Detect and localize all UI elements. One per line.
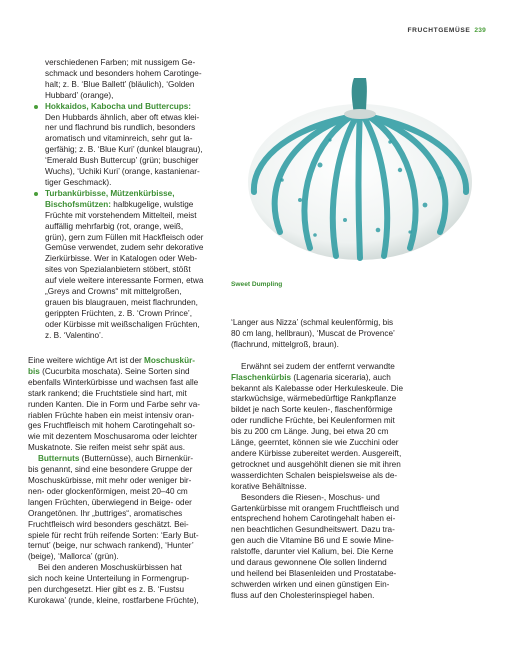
- text-line: wie mit dezentem Moschusaroma oder leichter: [28, 432, 198, 442]
- highlight-term: Moschuskür-: [144, 356, 195, 365]
- running-header: [408, 27, 487, 34]
- list-item-turbankuerbisse: [45, 189, 221, 342]
- text-line: gen auch die Vitamine B6 und E sowie Mine-: [231, 536, 394, 546]
- text-line: gerfähig; z. B. ‘Blue Kuri’ (dunkel blaugrau),: [45, 145, 203, 155]
- text-line: stark rankend; die Fruchtstiele sind hart, mit: [28, 388, 187, 398]
- text-line: z. B. ‘Valentino’.: [45, 330, 104, 340]
- text-line: Länge, geerntet, können sie wie Zucchini oder: [231, 438, 399, 448]
- paragraph-moschus-sorten: [28, 563, 221, 607]
- list-item-heading: Turbankürbisse, Mützenkürbisse,: [45, 188, 175, 198]
- text-line: Fruchtfleisch wird besonders geschätzt. Bei-: [28, 519, 189, 529]
- text-line: halt; z. B. ‘Blue Ballett’ (bläulich), ‘Golden: [45, 79, 195, 89]
- sweet-dumpling-pumpkin-image: [240, 70, 480, 270]
- text-line: Hubbard’ (orange),: [45, 90, 114, 100]
- paragraph-moschuskuerbis: [28, 356, 221, 454]
- text-line: sich noch keine Unterteilung in Formengrup-: [28, 574, 190, 584]
- text-line: aromatisch und vitaminreich, sehr gut la-: [45, 134, 193, 144]
- text-line: Kurokawa’ (runde, kleine, rostfarbene Früchte),: [28, 595, 199, 605]
- text-line: auf viele weitere interessante Formen, etwa: [45, 276, 204, 286]
- text-line: bekannt als Kalebasse oder Herkuleskeule. Die: [231, 383, 404, 393]
- text-line: Bei den anderen Moschuskürbissen hat: [38, 563, 182, 573]
- text-line: (Lagenaria siceraria), auch: [291, 372, 391, 382]
- text-line: bis zu 200 cm Länge. Jung, bei etwa 20 cm: [231, 427, 389, 437]
- text-line: ‘Langer aus Nizza’ (schmal keulenförmig, bis: [231, 318, 394, 327]
- text-line: Besonders die Riesen-, Moschus- und: [241, 492, 380, 502]
- left-body-text: [28, 356, 221, 607]
- text-line: Wuchs), ‘Uchiki Kuri’ (orange, kastanienar-: [45, 167, 200, 177]
- text-line: ebenfalls Winterkürbisse und wachsen fast alle: [28, 377, 199, 387]
- bullet-icon: [34, 192, 38, 196]
- text-line: ges Fruchtfleisch mit hohem Carotingehalt so-: [28, 421, 196, 431]
- text-line: Muskatnote. Sie reifen meist sehr spät aus.: [28, 443, 186, 453]
- text-line: schmack und besonders hohem Carotinge-: [45, 68, 202, 78]
- text-line: Gemüse verwendet, zudem sehr dekorative: [45, 243, 204, 253]
- text-line: Gartenkürbisse mit orangem Fruchtfleisch und: [231, 503, 399, 513]
- text-line: wasserdichten Schalen beispielsweise als de-: [231, 470, 398, 480]
- text-line: getrocknet und ausgehöhlt dienen sie mit ihren: [231, 459, 401, 469]
- text-line: bildet je nach Sorte keulen-, flaschenförmige: [231, 405, 393, 415]
- text-line: oder rundliche Früchte, bei Keulenformen mit: [231, 416, 395, 426]
- text-line: korative Behältnisse.: [231, 481, 307, 491]
- right-body-text: [231, 318, 459, 602]
- pumpkin-stem: [352, 78, 367, 114]
- text-line: fluss auf den Cholesterinspiegel haben.: [231, 590, 375, 600]
- paragraph-butternuts: [28, 454, 221, 563]
- text-line: ner und flachrund bis rundlich, besonders: [45, 123, 196, 133]
- text-line: (beige), ‘Mallorca’ (grün).: [28, 552, 119, 562]
- paragraph-flaschenkuerbis: [231, 362, 459, 493]
- text-line: ‘Emerald Bush Buttercup’ (grün; buschiger: [45, 156, 199, 166]
- highlight-term: Flaschenkürbis: [231, 372, 292, 382]
- text-line: (Cucurbita moschata). Seine Sorten sind: [39, 366, 190, 376]
- text-line: (Butternüsse), auch Birnenkür-: [79, 454, 194, 464]
- text-line: runden Kanten. Die in Form und Farbe sehr va-: [28, 399, 201, 409]
- text-line: starkwüchsige, wärmebedürftige Rankpflanze: [231, 394, 397, 404]
- list-item-continued: [45, 58, 221, 102]
- text-line: und daraus gewonnene Öle sollen lindernd: [231, 558, 387, 568]
- text-line: entsprechend hohem Carotingehalt haben ei-: [231, 514, 396, 524]
- text-line: gerippten Früchten, z. B. ‘Crown Prince’,: [45, 308, 192, 318]
- bullet-icon: [34, 105, 38, 109]
- text-line: langen Früchten, überwiegend in Beige- oder: [28, 497, 192, 507]
- list-item-heading: Bischofsmützen:: [45, 199, 111, 209]
- list-item-hokkaidos: [45, 102, 221, 189]
- text-line: Zierkürbisse. Wer in Katalogen oder Web-: [45, 254, 198, 264]
- text-line: auffällig mehrfarbig (rot, orange, weiß,: [45, 221, 184, 231]
- text-line: pen durchgesetzt. Hier gibt es z. B. ‘Fustsu: [28, 585, 185, 595]
- text-line: bis genannt, sind eine besondere Gruppe der: [28, 465, 193, 475]
- text-line: grün), gern zum Füllen mit Hackfleisch oder: [45, 232, 204, 242]
- text-line: nen- oder glockenförmigen, meist 20–40 cm: [28, 486, 188, 496]
- text-line: sites von Spezialanbietern stöbert, stößt: [45, 265, 191, 275]
- text-line: tiger Geschmack).: [45, 177, 112, 187]
- list-item-heading: Hokkaidos, Kabocha und Buttercups:: [45, 101, 192, 111]
- text-line: oder Kürbisse mit weißschaligen Früchten,: [45, 319, 200, 329]
- paragraph-continued: [231, 318, 459, 351]
- text-line: grauen bis blaugrauen, meist flachrunden,: [45, 297, 198, 307]
- highlight-term: bis: [28, 366, 40, 376]
- highlight-term: Butternuts: [38, 454, 80, 464]
- text-line: Den Hubbards ähnlich, aber oft etwas klei-: [45, 112, 200, 122]
- text-line: und heilend bei Blasenleiden und Prostatabe-: [231, 568, 397, 578]
- page-number: 239: [474, 27, 486, 34]
- text-line: Eine weitere wichtige Art ist der: [28, 356, 145, 365]
- text-line: Erwähnt sei zudem der entfernt verwandte: [241, 361, 395, 371]
- text-line: „Greys and Crowns“ mit mittelgroßen,: [45, 287, 182, 297]
- text-line: halbkugelige, wulstige: [110, 199, 194, 209]
- text-line: verschiedenen Farben; mit nussigem Ge-: [45, 58, 196, 67]
- paragraph-gesundheitswert: [231, 493, 459, 602]
- text-line: nen beachtlichen Gesundheitswert. Dazu tra-: [231, 525, 395, 535]
- text-line: ralstoffe, darunter viel Kalium, bei. Die Kerne: [231, 547, 394, 557]
- text-line: 80 cm lang, hellbraun), ‘Muscat de Provence’: [231, 328, 395, 338]
- text-line: Orangetönen. Ihr „buttriges“, aromatisches: [28, 508, 183, 518]
- text-line: Moschuskürbisse, mit mehr oder weniger bir-: [28, 475, 192, 485]
- text-line: (flachrund, mittelgroß, braun).: [231, 339, 339, 349]
- text-line: riablen Früchte haben ein meist intensiv oran-: [28, 410, 195, 420]
- section-title: FRUCHTGEMÜSE: [407, 27, 471, 34]
- text-line: andere Kürbisse zubereitet werden. Ausgereift,: [231, 448, 402, 458]
- image-caption: Sweet Dumpling: [231, 281, 283, 288]
- text-line: spiele für recht früh reifende Sorten: ‘Early But-: [28, 530, 199, 540]
- text-line: ternut’ (beige, nur schwach rankend), ‘Hunter’: [28, 541, 194, 551]
- text-line: schwerden wirken und einen günstigen Ein-: [231, 579, 390, 589]
- stem-base: [344, 109, 376, 119]
- text-line: Früchte mit vorstehendem Mittelteil, meist: [45, 210, 197, 220]
- variety-list: [45, 58, 221, 342]
